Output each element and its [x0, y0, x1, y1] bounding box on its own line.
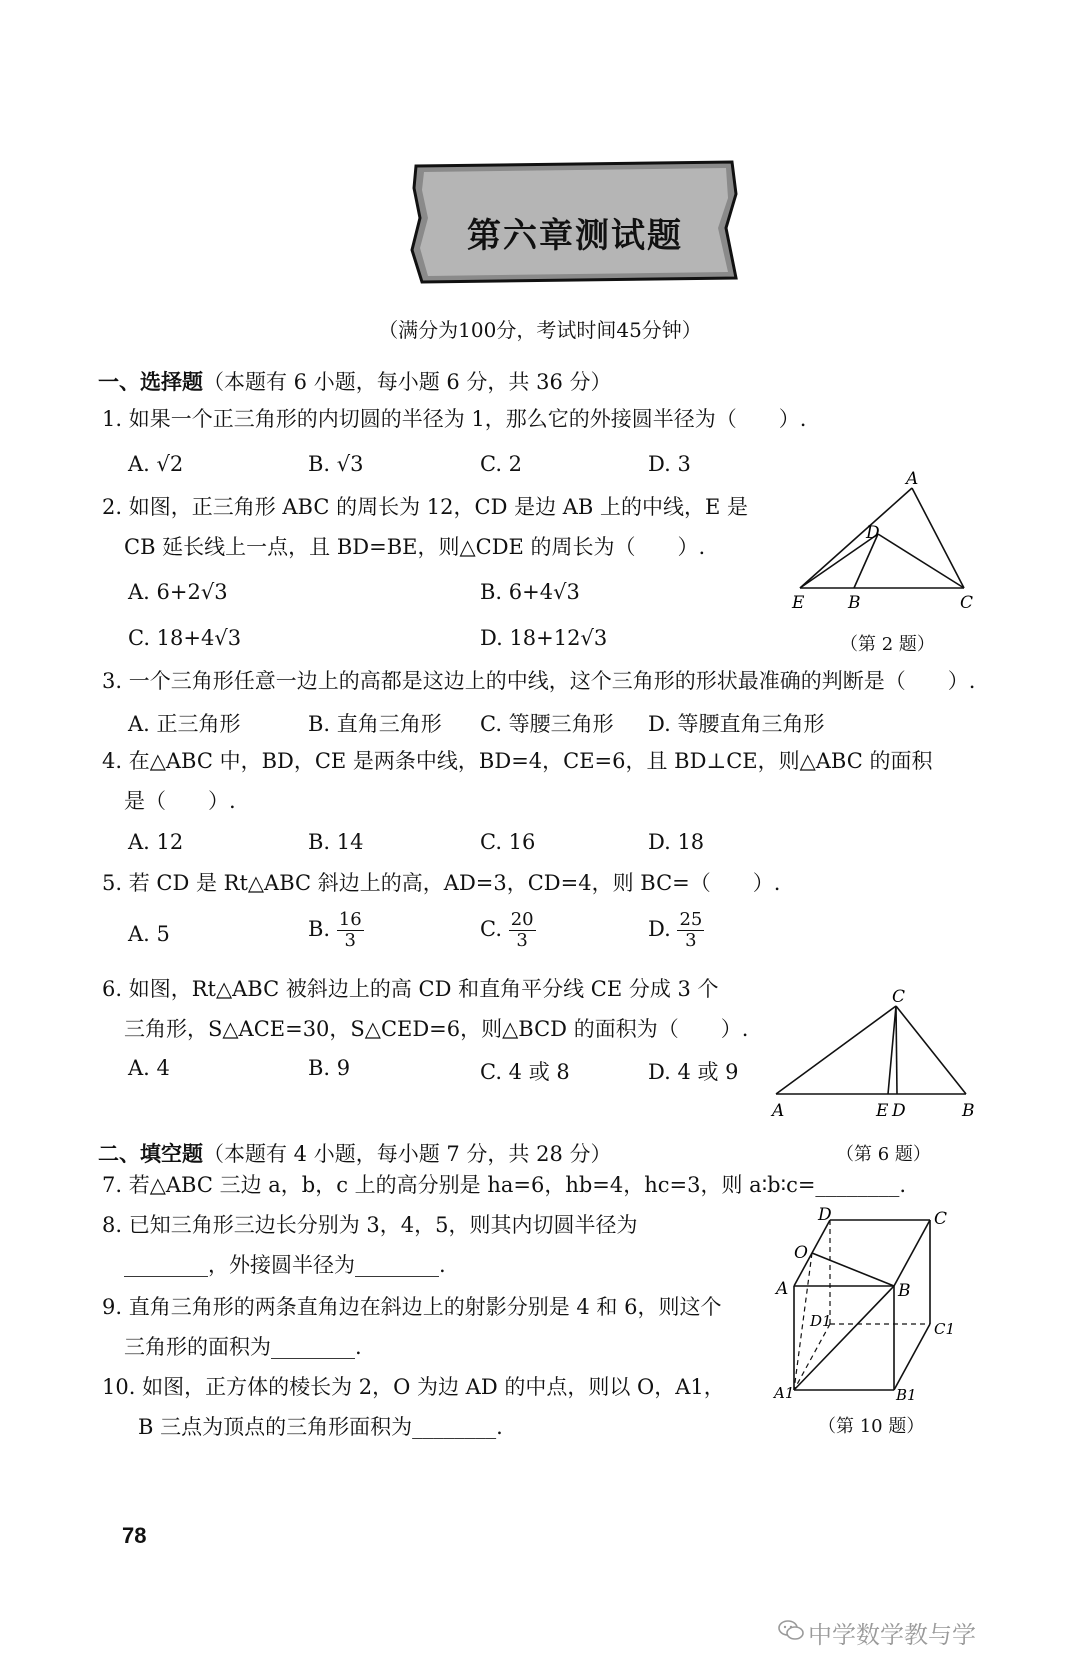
question-7: 7. 若△ABC 三边 a，b，c 上的高分别是 ha=6，hb=4，hc=3，则 a∶b∶c=________. [102, 1173, 907, 1197]
q3-option-d: D. 等腰直角三角形 [648, 712, 825, 736]
q5-option-d-fraction [677, 910, 704, 951]
q5-c-numerator: 20 [510, 909, 534, 930]
fig10-label-c: C [934, 1209, 948, 1229]
q6-option-d: D. 4 或 9 [648, 1060, 739, 1084]
question-1: 1. 如果一个正三角形的内切圆的半径为 1，那么它的外接圆半径为（ ）. [102, 407, 807, 431]
wechat-icon [778, 1618, 804, 1642]
section-fill [98, 1138, 612, 1168]
section-desc: （本题有 4 小题，每小题 7 分，共 28 分） [203, 1142, 612, 1166]
figure-6 [766, 984, 986, 1126]
question-9-line2: 三角形的面积为________. [124, 1335, 362, 1359]
question-2-line2: CB 延长线上一点，且 BD=BE，则△CDE 的周长为（ ）. [124, 535, 706, 559]
q5-b-denominator: 3 [344, 930, 356, 951]
q2-option-b: B. 6+4√3 [480, 580, 580, 604]
q6-option-a: A. 4 [128, 1056, 170, 1080]
q1-option-d: D. 3 [648, 452, 691, 476]
q5-b-numerator: 16 [338, 909, 362, 930]
fig10-hidden-d1a1 [794, 1324, 830, 1390]
q5-option-a-value: 5 [156, 922, 170, 946]
fig6-label-c: C [892, 987, 906, 1007]
q6-option-c: C. 4 或 8 [480, 1060, 570, 1084]
fig2-label-e: E [792, 593, 805, 613]
fig10-segment-ba1 [794, 1286, 894, 1390]
fig10-label-a: A [776, 1279, 789, 1299]
fig10-edge-b1c1 [894, 1324, 930, 1390]
section-desc: （本题有 6 小题，每小题 6 分，共 36 分） [203, 370, 612, 394]
question-10-line2: B 三点为顶点的三角形面积为________. [138, 1415, 503, 1439]
fig6-edge-ca [776, 1006, 896, 1094]
fig6-bisector-ce [888, 1006, 896, 1094]
fig10-segment-ob [812, 1253, 894, 1286]
q5-option-b-fraction [337, 910, 364, 951]
q5-c-denominator: 3 [516, 930, 528, 951]
q5-d-denominator: 3 [685, 930, 697, 951]
q3-option-b: B. 直角三角形 [308, 712, 442, 736]
fig2-label-d: D [866, 523, 880, 543]
q3-option-a: A. 正三角形 [128, 712, 241, 736]
section-title: 二、填空题 [98, 1142, 203, 1166]
q4-option-d: D. 18 [648, 830, 705, 854]
q4-option-b: B. 14 [308, 830, 364, 854]
exam-info: （满分为100分，考试时间45分钟） [378, 318, 702, 342]
figure-10 [770, 1204, 970, 1404]
question-4-line2: 是（ ）. [124, 789, 236, 813]
q5-option-a [128, 922, 170, 946]
fig10-edge-cb [894, 1220, 930, 1286]
figure-10-caption: （第 10 题） [818, 1416, 925, 1437]
fig2-segment-dc [878, 534, 964, 588]
question-9-line1: 9. 直角三角形的两条直角边在斜边上的射影分别是 4 和 6，则这个 [102, 1295, 722, 1319]
fig2-edge-ac [912, 488, 964, 588]
question-2-line1: 2. 如图，正三角形 ABC 的周长为 12，CD 是边 AB 上的中线，E 是 [102, 495, 749, 519]
q3-option-c: C. 等腰三角形 [480, 712, 614, 736]
q4-option-c: C. 16 [480, 830, 536, 854]
q1-option-a: A. √2 [128, 452, 184, 476]
question-8-line1: 8. 已知三角形三边长分别为 3，4，5，则其内切圆半径为 [102, 1213, 638, 1237]
q5-option-d [648, 910, 704, 951]
question-5: 5. 若 CD 是 Rt△ABC 斜边上的高，AD=3，CD=4，则 BC=（ ）. [102, 871, 781, 895]
q2-option-d: D. 18+12√3 [480, 626, 608, 650]
fig6-label-a: A [772, 1101, 785, 1121]
q5-option-b [308, 910, 364, 951]
fig6-label-d: D [892, 1101, 906, 1121]
fig6-edge-cb [896, 1006, 966, 1094]
chapter-banner [410, 158, 740, 286]
figure-2 [786, 470, 986, 620]
question-4-line1: 4. 在△ABC 中，BD，CE 是两条中线，BD=4，CE=6，且 BD⊥CE，则△ABC 的面积 [102, 749, 933, 773]
q5-option-b-label: B. [308, 917, 331, 941]
fig10-label-c1: C1 [934, 1320, 956, 1338]
fig10-label-d1: D1 [810, 1312, 832, 1330]
q5-d-numerator: 25 [679, 909, 703, 930]
q6-option-b: B. 9 [308, 1056, 351, 1080]
fig10-label-b1: B1 [896, 1386, 917, 1404]
q1-option-c: C. 2 [480, 452, 523, 476]
section-choice [98, 366, 612, 396]
fig2-label-c: C [960, 593, 974, 613]
section-title: 一、选择题 [98, 370, 203, 394]
fig6-altitude-cd [896, 1006, 897, 1094]
fig2-label-b: B [848, 593, 861, 613]
fig6-label-e: E [876, 1101, 889, 1121]
q5-option-c [480, 910, 536, 951]
question-3: 3. 一个三角形任意一边上的高都是这边上的中线，这个三角形的形状最准确的判断是（ ）. [102, 669, 976, 693]
watermark: 中学数学教与学 [808, 1621, 976, 1649]
q4-option-a: A. 12 [128, 830, 184, 854]
fig2-edge-ab [800, 488, 912, 588]
fig10-label-o: O [794, 1243, 808, 1263]
chapter-title: 第六章测试题 [467, 216, 683, 256]
fig10-label-d: D [818, 1205, 832, 1225]
q2-option-a: A. 6+2√3 [128, 580, 228, 604]
fig2-label-a: A [906, 470, 919, 489]
q2-option-c: C. 18+4√3 [128, 626, 242, 650]
figure-2-caption: （第 2 题） [840, 634, 935, 655]
fig10-label-a1: A1 [774, 1384, 795, 1402]
question-6-line2: 三角形，S△ACE=30，S△CED=6，则△BCD 的面积为（ ）. [124, 1017, 749, 1041]
question-10-line1: 10. 如图，正方体的棱长为 2，O 为边 AD 的中点，则以 O，A1， [102, 1375, 725, 1399]
q5-option-d-label: D. [648, 917, 671, 941]
q5-option-a-label: A. [128, 922, 150, 946]
question-6-line1: 6. 如图，Rt△ABC 被斜边上的高 CD 和直角平分线 CE 分成 3 个 [102, 977, 719, 1001]
page-number: 78 [122, 1523, 147, 1548]
fig6-label-b: B [962, 1101, 975, 1121]
figure-6-caption: （第 6 题） [836, 1144, 931, 1165]
q5-option-c-fraction [509, 910, 536, 951]
question-8-line2: ________，外接圆半径为________. [124, 1253, 446, 1277]
q1-option-b: B. √3 [308, 452, 364, 476]
fig10-label-b: B [898, 1281, 911, 1301]
q5-option-c-label: C. [480, 917, 502, 941]
